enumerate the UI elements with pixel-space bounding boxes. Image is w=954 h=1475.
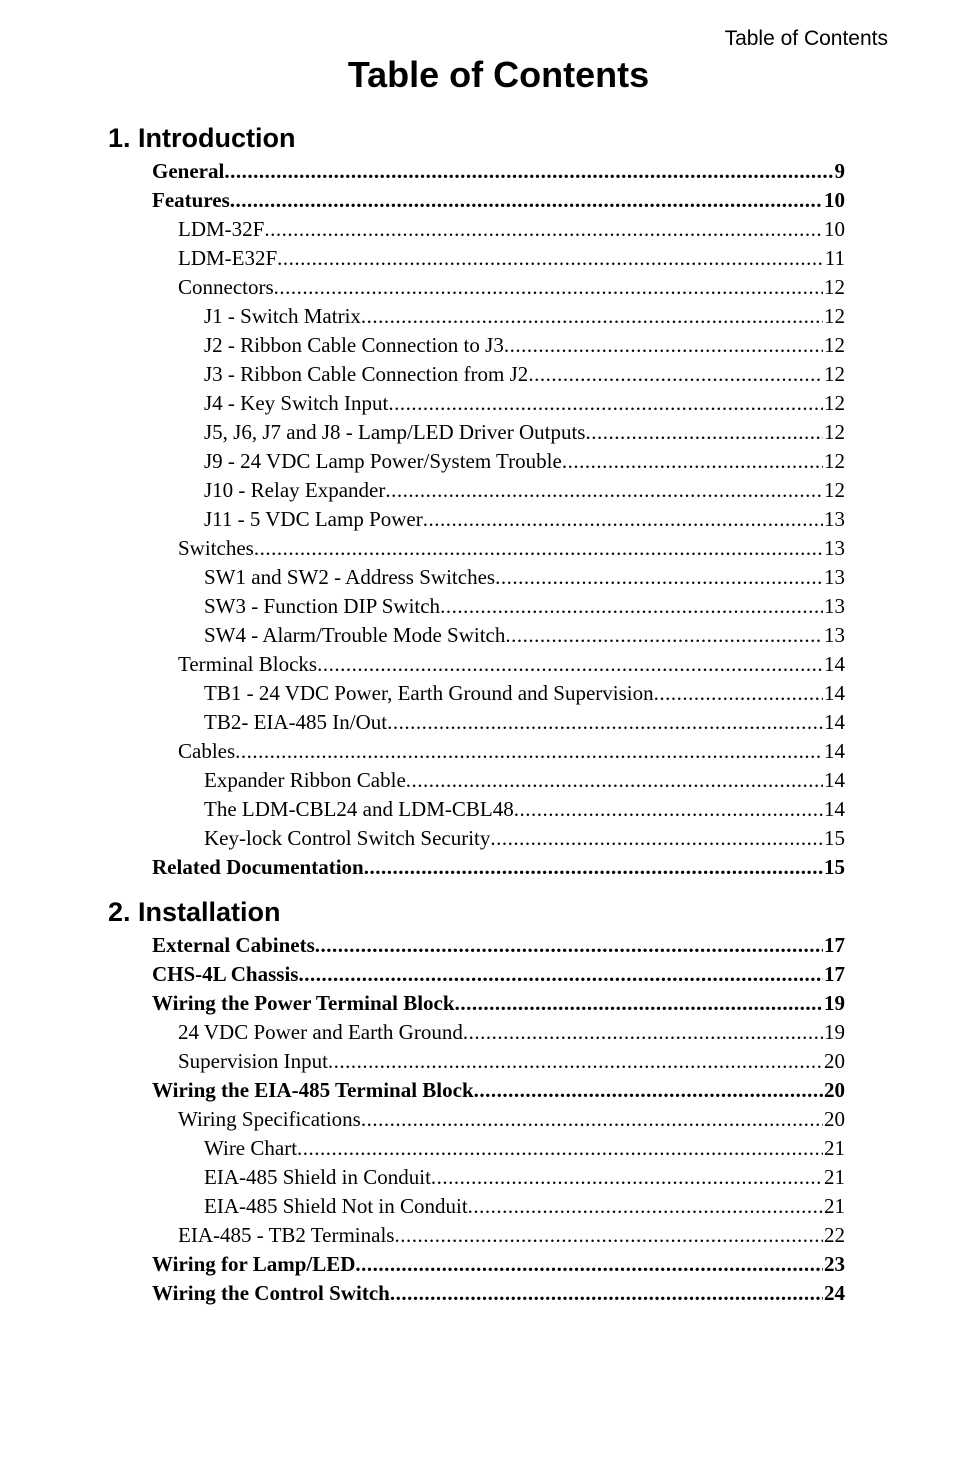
dot-leader [388, 389, 823, 418]
toc-entry-label: Terminal Blocks [178, 652, 318, 676]
toc-entry-page-number: 14 [824, 739, 845, 763]
dot-leader [297, 1134, 823, 1163]
page-title: Table of Contents [347, 54, 650, 95]
toc-entry[interactable] [0, 1018, 845, 1047]
toc-entry-page-number: 17 [824, 933, 845, 957]
chapter-title: 1. Introduction [108, 123, 296, 153]
dot-leader [654, 679, 823, 708]
toc-entry-page-number: 20 [824, 1107, 845, 1131]
chapter-section [0, 120, 954, 882]
dot-leader [562, 447, 823, 476]
toc-entry[interactable] [0, 534, 845, 563]
dot-leader [385, 476, 823, 505]
dot-leader [235, 737, 823, 766]
dot-leader [387, 708, 823, 737]
dot-leader [440, 592, 823, 621]
toc-entry-label: LDM-E32F [178, 246, 278, 270]
toc-entry[interactable] [0, 931, 845, 960]
dot-leader [468, 1192, 823, 1221]
dot-leader [328, 1047, 823, 1076]
toc-entry[interactable] [0, 157, 845, 186]
toc-entry-label: The LDM-CBL24 and LDM-CBL48 [204, 797, 514, 821]
toc-entry-list [0, 157, 954, 882]
toc-entry-page-number: 19 [824, 1020, 845, 1044]
toc-entry-label: External Cabinets [152, 933, 315, 957]
dot-leader [254, 534, 823, 563]
toc-entry-page-number: 10 [824, 188, 845, 212]
toc-entry[interactable] [0, 273, 845, 302]
toc-entry-page-number: 20 [824, 1078, 845, 1102]
toc-entry[interactable] [0, 621, 845, 650]
toc-entry-label: Wiring the EIA-485 Terminal Block [152, 1078, 474, 1102]
toc-entry[interactable] [0, 302, 845, 331]
toc-entry-label: EIA-485 Shield Not in Conduit [204, 1194, 468, 1218]
dot-leader [315, 931, 823, 960]
toc-entry-label: TB1 - 24 VDC Power, Earth Ground and Supervision [204, 681, 654, 705]
toc-entry[interactable] [0, 650, 845, 679]
toc-entry-page-number: 15 [824, 855, 845, 879]
toc-entry[interactable] [0, 989, 845, 1018]
toc-entry-label: Wiring the Power Terminal Block [152, 991, 455, 1015]
dot-leader [495, 563, 823, 592]
toc-entry-label: J1 - Switch Matrix [204, 304, 361, 328]
dot-leader [298, 960, 823, 989]
toc-entry-page-number: 12 [824, 449, 845, 473]
toc-entry[interactable] [0, 766, 845, 795]
toc-entry-page-number: 12 [824, 362, 845, 386]
table-of-contents [0, 120, 954, 1308]
toc-entry-label: Key-lock Control Switch Security [204, 826, 491, 850]
toc-entry-page-number: 20 [824, 1049, 845, 1073]
dot-leader [474, 1076, 823, 1105]
toc-entry[interactable] [0, 215, 845, 244]
toc-entry[interactable] [0, 708, 845, 737]
toc-entry-label: Wiring for Lamp/LED [152, 1252, 356, 1276]
dot-leader [504, 331, 823, 360]
toc-entry[interactable] [0, 1221, 845, 1250]
toc-entry-label: J5, J6, J7 and J8 - Lamp/LED Driver Outputs [204, 420, 586, 444]
toc-entry-page-number: 19 [824, 991, 845, 1015]
toc-entry-page-number: 21 [824, 1165, 845, 1189]
toc-entry[interactable] [0, 1076, 845, 1105]
toc-entry[interactable] [0, 679, 845, 708]
toc-entry[interactable] [0, 1192, 845, 1221]
toc-entry-page-number: 10 [824, 217, 845, 241]
toc-entry-label: Expander Ribbon Cable [204, 768, 406, 792]
toc-entry-page-number: 11 [824, 246, 845, 270]
toc-entry[interactable] [0, 447, 845, 476]
toc-entry-label: Features [152, 188, 230, 212]
dot-leader [277, 244, 824, 273]
toc-entry-page-number: 14 [824, 768, 845, 792]
toc-entry[interactable] [0, 331, 845, 360]
toc-entry[interactable] [0, 592, 845, 621]
toc-entry-page-number: 12 [824, 304, 845, 328]
toc-entry-page-number: 14 [824, 797, 845, 821]
toc-entry-page-number: 15 [824, 826, 845, 850]
toc-entry-label: CHS-4L Chassis [152, 962, 299, 986]
dot-leader [505, 621, 823, 650]
toc-entry-page-number: 12 [824, 275, 845, 299]
toc-entry-page-number: 14 [824, 681, 845, 705]
toc-entry-label: General [152, 159, 225, 183]
toc-entry-list [0, 931, 954, 1308]
toc-entry-page-number: 13 [824, 507, 845, 531]
toc-entry-page-number: 21 [824, 1194, 845, 1218]
dot-leader [463, 1018, 823, 1047]
toc-entry[interactable] [0, 186, 845, 215]
dot-leader [431, 1163, 823, 1192]
toc-entry-label: Connectors [178, 275, 274, 299]
toc-entry-label: Wiring the Control Switch [152, 1281, 390, 1305]
dot-leader [490, 824, 823, 853]
toc-entry-label: TB2- EIA-485 In/Out [204, 710, 388, 734]
toc-entry-page-number: 23 [824, 1252, 845, 1276]
dot-leader [528, 360, 823, 389]
toc-entry-label: SW1 and SW2 - Address Switches [204, 565, 496, 589]
toc-entry[interactable] [0, 737, 845, 766]
toc-entry-label: J3 - Ribbon Cable Connection from J2 [204, 362, 529, 386]
toc-entry[interactable] [0, 1047, 845, 1076]
dot-leader [230, 186, 823, 215]
toc-entry-page-number: 13 [824, 594, 845, 618]
toc-entry-label: LDM-32F [178, 217, 265, 241]
toc-entry[interactable] [0, 418, 845, 447]
dot-leader [224, 157, 833, 186]
toc-entry[interactable] [0, 360, 845, 389]
toc-entry[interactable] [0, 960, 845, 989]
toc-entry-page-number: 12 [824, 420, 845, 444]
toc-entry[interactable] [0, 795, 845, 824]
running-header: Table of Contents [724, 27, 888, 50]
dot-leader [274, 273, 823, 302]
dot-leader [264, 215, 823, 244]
dot-leader [364, 853, 823, 882]
toc-entry-page-number: 14 [824, 710, 845, 734]
toc-entry-page-number: 13 [824, 536, 845, 560]
toc-entry-page-number: 12 [824, 478, 845, 502]
dot-leader [585, 418, 823, 447]
dot-leader [361, 302, 823, 331]
chapter-title: 2. Installation [108, 897, 281, 927]
dot-leader [406, 766, 823, 795]
toc-entry[interactable] [0, 1279, 845, 1308]
toc-entry-page-number: 14 [824, 652, 845, 676]
toc-entry-label: Wire Chart [204, 1136, 298, 1160]
toc-entry-label: Related Documentation [152, 855, 364, 879]
toc-entry-label: J2 - Ribbon Cable Connection to J3 [204, 333, 504, 357]
toc-entry[interactable] [0, 824, 845, 853]
toc-entry[interactable] [0, 1250, 845, 1279]
toc-entry[interactable] [0, 389, 845, 418]
toc-entry-label: Wiring Specifications [178, 1107, 361, 1131]
dot-leader [317, 650, 823, 679]
dot-leader [361, 1105, 823, 1134]
dot-leader [514, 795, 823, 824]
toc-entry-label: J11 - 5 VDC Lamp Power [204, 507, 423, 531]
toc-entry[interactable] [0, 1163, 845, 1192]
toc-entry[interactable] [0, 563, 845, 592]
chapter-section [0, 894, 954, 1308]
toc-entry[interactable] [0, 1134, 845, 1163]
toc-entry[interactable] [0, 1105, 845, 1134]
toc-entry-page-number: 12 [824, 333, 845, 357]
toc-entry-page-number: 13 [824, 565, 845, 589]
toc-entry-label: SW3 - Function DIP Switch [204, 594, 441, 618]
toc-entry-label: Switches [178, 536, 254, 560]
toc-entry-label: J9 - 24 VDC Lamp Power/System Trouble [204, 449, 562, 473]
toc-entry[interactable] [0, 476, 845, 505]
toc-entry-label: Supervision Input [178, 1049, 328, 1073]
toc-entry-page-number: 9 [834, 159, 845, 183]
toc-entry-label: EIA-485 Shield in Conduit [204, 1165, 431, 1189]
dot-leader [455, 989, 823, 1018]
toc-entry-label: EIA-485 - TB2 Terminals [178, 1223, 395, 1247]
dot-leader [394, 1221, 823, 1250]
toc-entry[interactable] [0, 853, 845, 882]
toc-entry-label: J4 - Key Switch Input [204, 391, 389, 415]
dot-leader [423, 505, 823, 534]
toc-entry-label: SW4 - Alarm/Trouble Mode Switch [204, 623, 506, 647]
toc-entry-page-number: 22 [824, 1223, 845, 1247]
dot-leader [355, 1250, 823, 1279]
toc-entry-page-number: 13 [824, 623, 845, 647]
toc-entry[interactable] [0, 244, 845, 273]
toc-entry-label: J10 - Relay Expander [204, 478, 386, 502]
toc-entry-page-number: 21 [824, 1136, 845, 1160]
toc-entry-label: 24 VDC Power and Earth Ground [178, 1020, 463, 1044]
toc-entry[interactable] [0, 505, 845, 534]
dot-leader [390, 1279, 823, 1308]
toc-entry-page-number: 17 [824, 962, 845, 986]
toc-entry-page-number: 12 [824, 391, 845, 415]
toc-entry-page-number: 24 [824, 1281, 845, 1305]
toc-entry-label: Cables [178, 739, 236, 763]
